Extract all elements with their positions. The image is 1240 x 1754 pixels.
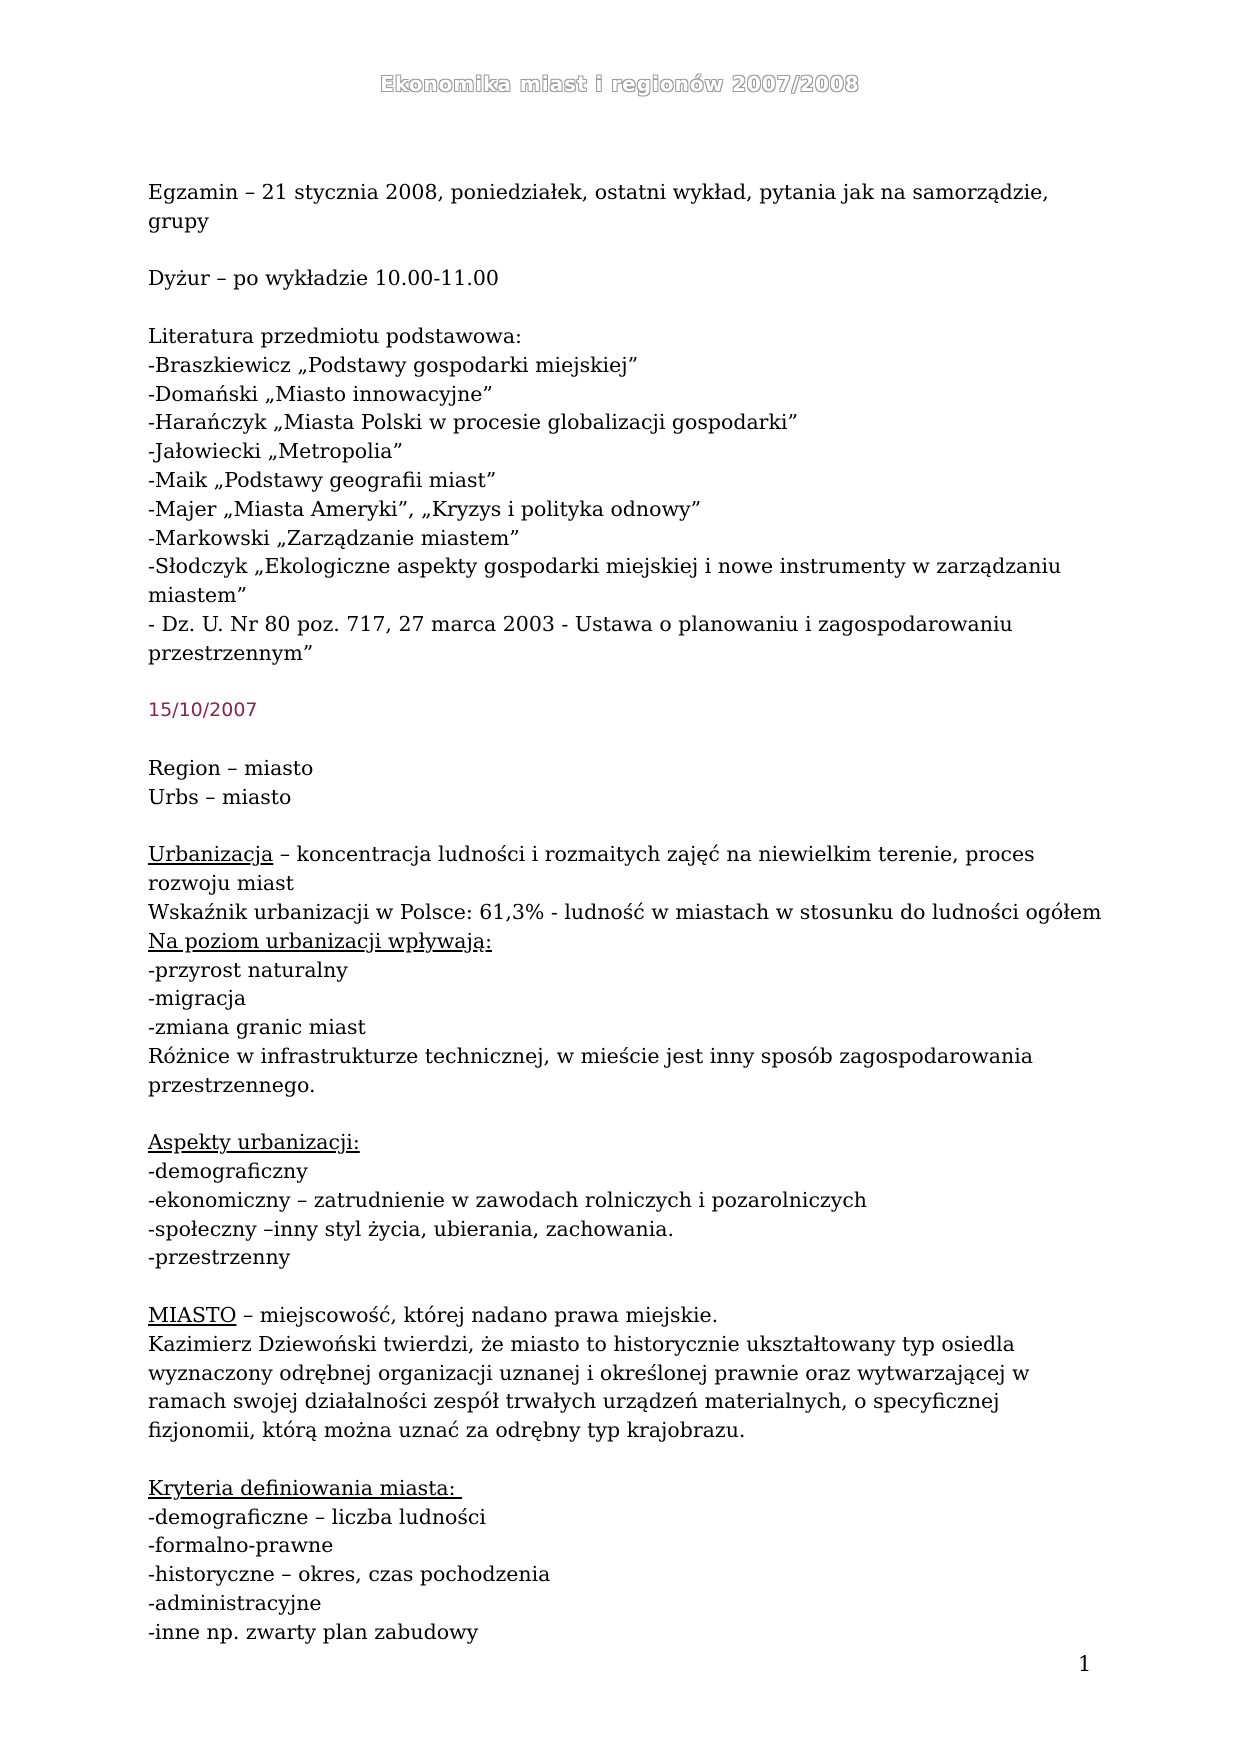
exam-info: Egzamin – 21 stycznia 2008, poniedziałek, ostatni wykład, pytania jak na samorządzie, grupy <box>148 180 1049 233</box>
urbanization-factor: -migracja <box>148 986 247 1011</box>
criteria-heading: Kryteria definiowania miasta: <box>148 1475 463 1500</box>
literature-item: -Maik „Podstawy geografii miast” <box>148 467 497 492</box>
criteria-item: -demograficzne – liczba ludności <box>148 1504 486 1529</box>
urbanization-factors-heading: Na poziom urbanizacji wpływają: <box>148 928 492 953</box>
urbanization-definition-text: – koncentracja ludności i rozmaitych zajęć na niewielkim terenie, proces rozwoju miast <box>148 842 1035 896</box>
city-definition-text: – miejscowość, której nadano prawa miejskie. <box>236 1303 719 1328</box>
literature-item: -Harańczyk „Miasta Polski w procesie globalizacji gospodarki” <box>148 410 798 435</box>
aspect-item: -społeczny –inny styl życia, ubierania, zachowania. <box>148 1216 675 1241</box>
criteria-item: -formalno-prawne <box>148 1533 334 1558</box>
office-hours: Dyżur – po wykładzie 10.00-11.00 <box>148 266 499 291</box>
literature-item: -Słodczyk „Ekologiczne aspekty gospodarki miejskiej i nowe instrumenty w zarządzaniu miastem” <box>148 554 1062 608</box>
document-header: Ekonomika miast i regionów 2007/2008 <box>380 72 860 96</box>
term-line: Region – miasto <box>148 755 314 780</box>
literature-item: -Majer „Miasta Ameryki”, „Kryzys i polityka odnowy” <box>148 496 702 521</box>
aspect-item: -demograficzny <box>148 1159 308 1184</box>
urbanization-factor: -zmiana granic miast <box>148 1015 366 1040</box>
term-line: Urbs – miasto <box>148 784 292 809</box>
literature-item: -Braszkiewicz „Podstawy gospodarki miejskiej” <box>148 352 639 377</box>
criteria-item: -historyczne – okres, czas pochodzenia <box>148 1562 551 1587</box>
city-term: MIASTO <box>148 1303 237 1328</box>
literature-item: - Dz. U. Nr 80 poz. 717, 27 marca 2003 - Ustawa o planowaniu i zagospodarowaniu przestrzennym” <box>148 611 1013 665</box>
criteria-item: -administracyjne <box>148 1591 322 1616</box>
city-quote: Kazimierz Dziewoński twierdzi, że miasto to historycznie ukształtowany typ osiedla wyznaczony odrębnej organizacji uznanej i określonej prawnie oraz wytwarzającej w ramach swojej działalności zespół trwałych urządzeń materialnych, o specyficznej fizjonomii, którą można uznać za odrębny typ krajobrazu. <box>148 1331 1030 1443</box>
criteria-item: -inne np. zwarty plan zabudowy <box>148 1619 479 1644</box>
aspect-item: -przestrzenny <box>148 1245 291 1270</box>
urbanization-note: Różnice w infrastrukturze technicznej, w mieście jest inny sposób zagospodarowania przestrzennego. <box>148 1043 1034 1097</box>
document-body <box>148 178 1103 1647</box>
urbanization-definition <box>148 840 1103 898</box>
aspect-item: -ekonomiczny – zatrudnienie w zawodach rolniczych i pozarolniczych <box>148 1187 868 1212</box>
literature-heading: Literatura przedmiotu podstawowa: <box>148 323 522 348</box>
literature-item: -Domański „Miasto innowacyjne” <box>148 381 493 406</box>
city-definition <box>148 1301 1103 1330</box>
urbanization-term: Urbanizacja <box>148 842 274 867</box>
page-number: 1 <box>1078 1652 1092 1676</box>
literature-item: -Markowski „Zarządzanie miastem” <box>148 525 520 550</box>
urbanization-factor: -przyrost naturalny <box>148 957 348 982</box>
urbanization-indicator: Wskaźnik urbanizacji w Polsce: 61,3% - ludność w miastach w stosunku do ludności ogółem <box>148 899 1102 924</box>
literature-item: -Jałowiecki „Metropolia” <box>148 439 403 464</box>
aspects-heading: Aspekty urbanizacji: <box>148 1130 360 1155</box>
lecture-date: 15/10/2007 <box>148 699 258 722</box>
